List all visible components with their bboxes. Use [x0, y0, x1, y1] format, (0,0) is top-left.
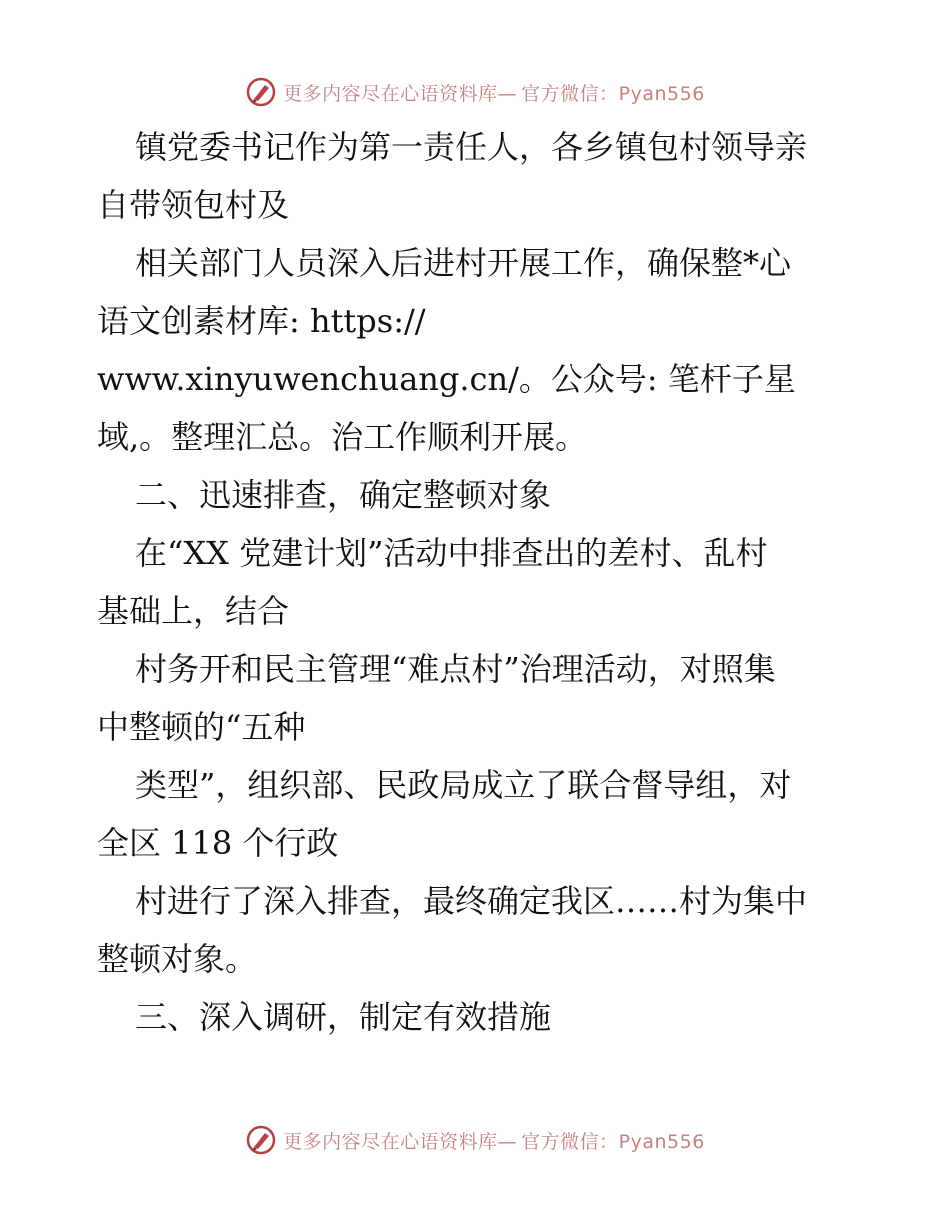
body-line: 域,。整理汇总。治工作顺利开展。 [97, 418, 588, 456]
body-line: www.xinyuwenchuang.cn/。公众号: 笔杆子星 [97, 360, 796, 398]
body-line: 中整顿的“五种 [97, 708, 306, 746]
header-wechat-label: 官方微信：Pyan556 [521, 82, 705, 105]
header-watermark-banner [0, 72, 950, 112]
body-line: 自带领包村及 [97, 186, 290, 224]
pen-logo-icon [245, 76, 277, 108]
body-line: 整顿对象。 [97, 940, 258, 978]
footer-banner-text: 更多内容尽在心语资料库— [283, 1130, 518, 1153]
body-line: 相关部门人员深入后进村开展工作，确保整*心 [135, 244, 792, 282]
body-line: 类型”，组织部、民政局成立了联合督导组，对 [135, 766, 792, 804]
body-line: 在“XX 党建计划”活动中排查出的差村、乱村 [135, 534, 768, 572]
body-line: 基础上，结合 [97, 592, 290, 630]
body-line: 镇党委书记作为第一责任人，各乡镇包村领导亲 [135, 128, 808, 166]
body-line: 村务开和民主管理“难点村”治理活动，对照集 [135, 650, 776, 688]
footer-wechat-label: 官方微信：Pyan556 [521, 1130, 705, 1153]
footer-watermark-banner [0, 1120, 950, 1160]
pen-logo-icon [245, 1124, 277, 1156]
document-body [97, 118, 857, 1046]
section-heading: 二、迅速排查，确定整顿对象 [135, 476, 552, 514]
header-banner-text: 更多内容尽在心语资料库— [283, 82, 518, 105]
body-line: 全区 118 个行政 [97, 824, 339, 862]
section-heading: 三、深入调研，制定有效措施 [135, 998, 552, 1036]
body-line: 语文创素材库: https:// [97, 302, 426, 340]
body-line: 村进行了深入排查，最终确定我区……村为集中 [135, 882, 808, 920]
